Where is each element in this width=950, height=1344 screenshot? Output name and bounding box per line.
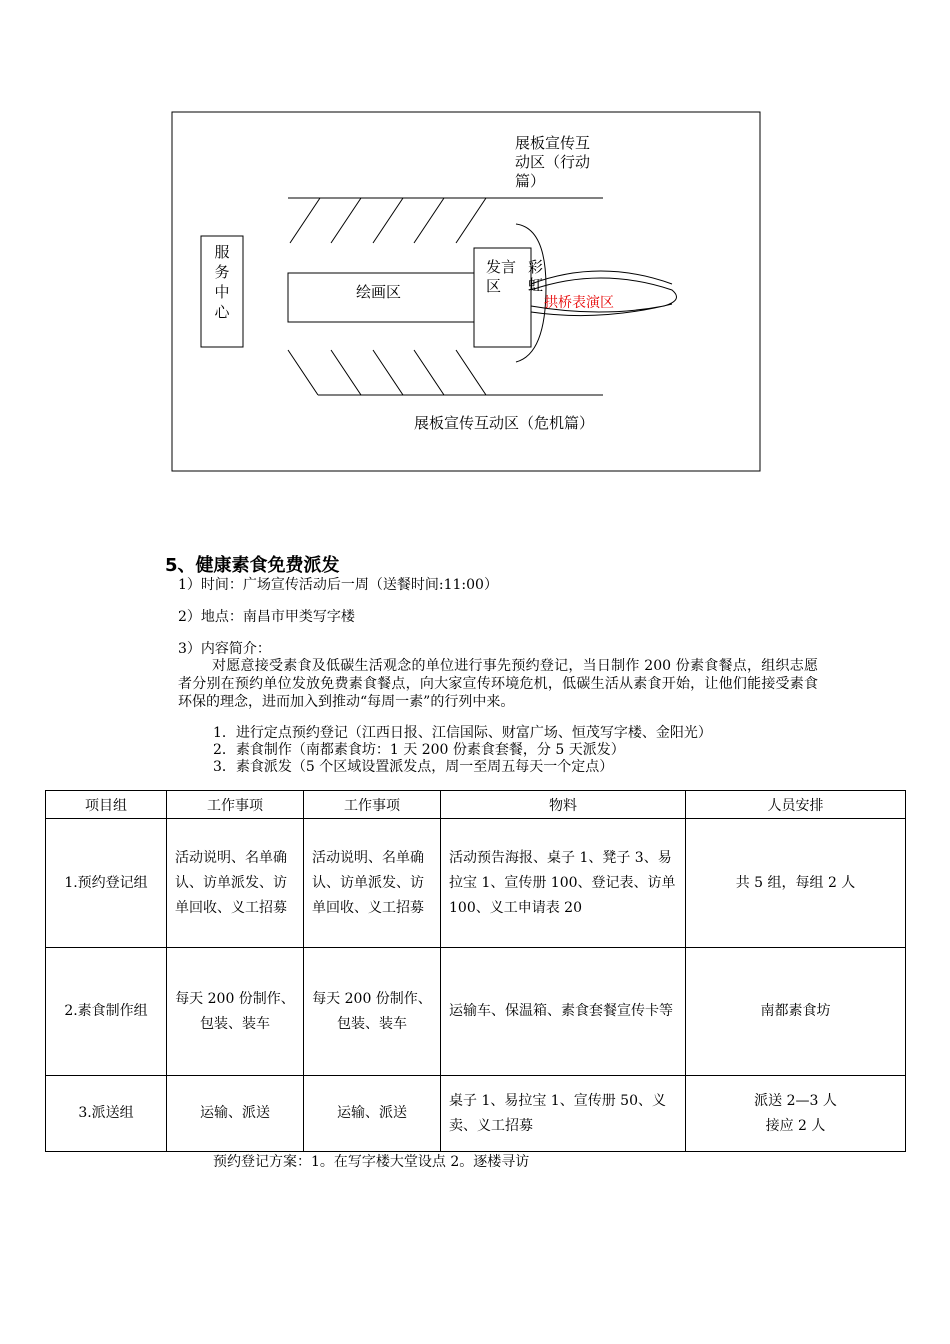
- table-cell: 每天 200 份制作、包装、装车: [167, 948, 304, 1076]
- top-right-label: [515, 134, 590, 191]
- header-materials: 物料: [441, 791, 686, 819]
- table-cell: 派送 2—3 人 接应 2 人: [686, 1076, 906, 1152]
- bottom-hatch: [288, 350, 486, 395]
- step-1: 1．进行定点预约登记（江西日报、江信国际、财富广场、恒茂写字楼、金阳光）: [213, 725, 712, 741]
- venue-layout-diagram: [0, 0, 950, 480]
- section-heading: 5、健康素食免费派发: [165, 555, 340, 576]
- intro-paragraph: 对愿意接受素食及低碳生活观念的单位进行事先预约登记，当日制作 200 份素食餐点，组织志愿者分别在预约单位发放免费素食餐点，向大家宣传环境危机，低碳生活从素食开始，让他们能接受素食环保的理念，进而加入到推动“每周一素”的行列中来。: [178, 658, 818, 710]
- rainbow-label-char1: 彩: [528, 258, 544, 276]
- table-cell: 3.派送组: [46, 1076, 167, 1152]
- top-right-label-line2: 动区（行动: [515, 153, 591, 171]
- bottom-label: 展板宣传互动区（危机篇）: [414, 414, 595, 432]
- service-center-char1: 服: [214, 243, 230, 261]
- time-line: 1）时间：广场宣传活动后一周（送餐时间:11:00）: [178, 577, 498, 593]
- rainbow-bridge-label: 拱桥表演区: [544, 295, 614, 311]
- table-cell: 桌子 1、易拉宝 1、宣传册 50、义卖、义工招募: [441, 1076, 686, 1152]
- speech-area-line2: 区: [486, 277, 502, 295]
- table-cell: 活动说明、名单确认、访单派发、访单回收、义工招募: [167, 819, 304, 948]
- table-cell: 运输、派送: [167, 1076, 304, 1152]
- header-tasks-2: 工作事项: [304, 791, 441, 819]
- table-cell: 每天 200 份制作、包装、装车: [304, 948, 441, 1076]
- table-cell: 南都素食坊: [686, 948, 906, 1076]
- header-tasks-1: 工作事项: [167, 791, 304, 819]
- place-line: 2）地点：南昌市甲类写字楼: [178, 609, 355, 625]
- table-header-row: [46, 791, 906, 819]
- table-cell: 运输车、保温箱、素食套餐宣传卡等: [441, 948, 686, 1076]
- top-right-label-line3: 篇）: [515, 172, 546, 190]
- table-cell: 共 5 组，每组 2 人: [686, 819, 906, 948]
- table-cell: 活动预告海报、桌子 1、凳子 3、易拉宝 1、宣传册 100、登记表、访单 100、义工申请表 20: [441, 819, 686, 948]
- rainbow-label: [528, 258, 544, 294]
- service-center-char2: 务: [214, 263, 230, 281]
- layout-diagram-lines: [0, 0, 950, 480]
- service-center-label: [213, 242, 231, 322]
- footer-note: 预约登记方案：1。在写字楼大堂设点 2。逐楼寻访: [213, 1154, 530, 1170]
- speech-area-label: [486, 258, 516, 296]
- step-2: 2．素食制作（南都素食坊：1 天 200 份素食套餐，分 5 天派发）: [213, 742, 625, 758]
- table-row: [46, 1076, 906, 1152]
- table-cell: 1.预约登记组: [46, 819, 167, 948]
- table-row: [46, 819, 906, 948]
- service-center-char4: 心: [214, 303, 230, 321]
- top-right-label-line1: 展板宣传互: [515, 134, 591, 152]
- speech-area-line1: 发言: [486, 258, 517, 276]
- table-cell: 2.素食制作组: [46, 948, 167, 1076]
- table-cell: 活动说明、名单确认、访单派发、访单回收、义工招募: [304, 819, 441, 948]
- step-3: 3．素食派发（5 个区域设置派发点，周一至周五每天一个定点）: [213, 759, 614, 775]
- top-hatch: [290, 198, 486, 243]
- table-row: [46, 948, 906, 1076]
- header-staff: 人员安排: [686, 791, 906, 819]
- rainbow-label-char2: 虹: [528, 276, 544, 294]
- header-group: 项目组: [46, 791, 167, 819]
- table-cell: 运输、派送: [304, 1076, 441, 1152]
- intro-title: 3）内容简介：: [178, 641, 271, 657]
- drawing-area-label: 绘画区: [356, 283, 402, 301]
- service-center-char3: 中: [214, 283, 230, 301]
- task-table: [45, 790, 906, 1152]
